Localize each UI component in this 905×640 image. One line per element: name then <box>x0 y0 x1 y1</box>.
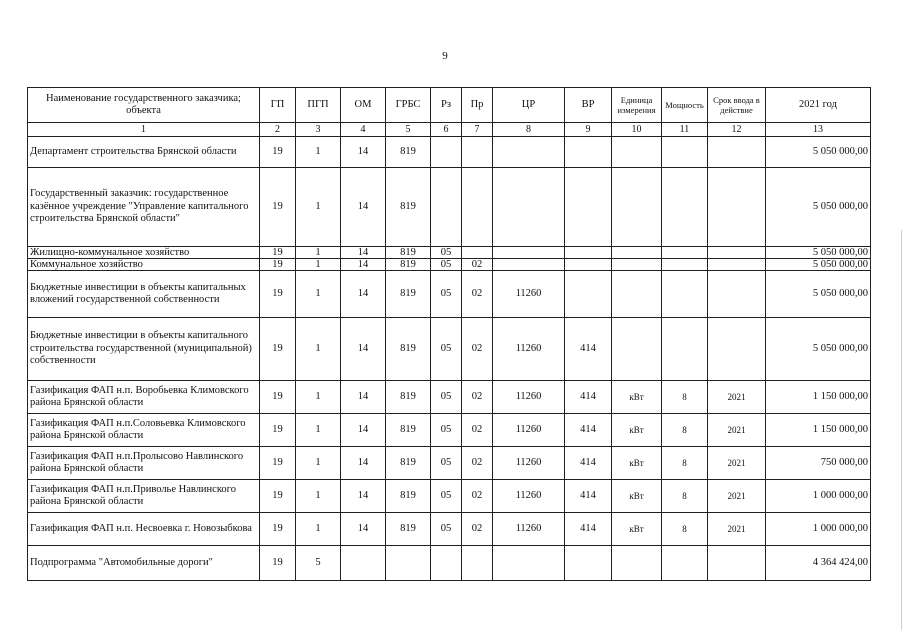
cr-cell: 11260 <box>493 318 565 381</box>
vr-cell: 414 <box>565 414 612 447</box>
object-name-cell: Бюджетные инвестиции в объекты капитального строительства государственной (муниципальной) собственности <box>28 318 260 381</box>
object-name-cell: Государственный заказчик: государственное казённое учреждение "Управление капитального строительства Брянской области" <box>28 168 260 247</box>
gp-cell: 19 <box>260 168 296 247</box>
column-number: 11 <box>662 123 708 137</box>
header-rz: Рз <box>431 88 462 123</box>
gp-cell: 19 <box>260 271 296 318</box>
ppgp-cell: 1 <box>296 271 341 318</box>
object-name-cell: Подпрограмма "Автомобильные дороги" <box>28 546 260 581</box>
pr-cell: 02 <box>462 381 493 414</box>
capacity-cell <box>662 247 708 259</box>
amount-cell: 5 050 000,00 <box>766 168 871 247</box>
gp-cell: 19 <box>260 259 296 271</box>
term-cell <box>708 318 766 381</box>
cr-cell: 11260 <box>493 381 565 414</box>
header-term: Срок ввода в действие <box>708 88 766 123</box>
cr-cell <box>493 259 565 271</box>
om-cell: 14 <box>341 271 386 318</box>
rz-cell: 05 <box>431 259 462 271</box>
unit-cell <box>612 259 662 271</box>
pr-cell: 02 <box>462 414 493 447</box>
column-number: 10 <box>612 123 662 137</box>
budget-table <box>27 87 871 581</box>
table-row <box>28 247 871 259</box>
table-row <box>28 168 871 247</box>
term-cell: 2021 <box>708 381 766 414</box>
vr-cell <box>565 247 612 259</box>
column-number: 8 <box>493 123 565 137</box>
grbs-cell: 819 <box>386 447 431 480</box>
cr-cell: 11260 <box>493 447 565 480</box>
gp-cell: 19 <box>260 480 296 513</box>
column-number: 13 <box>766 123 871 137</box>
header-grbs: ГРБС <box>386 88 431 123</box>
unit-cell: кВт <box>612 447 662 480</box>
pr-cell: 02 <box>462 271 493 318</box>
rz-cell: 05 <box>431 447 462 480</box>
ppgp-cell: 1 <box>296 318 341 381</box>
gp-cell: 19 <box>260 381 296 414</box>
object-name-cell: Департамент строительства Брянской области <box>28 137 260 168</box>
ppgp-cell: 1 <box>296 137 341 168</box>
pr-cell: 02 <box>462 318 493 381</box>
amount-cell: 1 000 000,00 <box>766 480 871 513</box>
term-cell <box>708 247 766 259</box>
grbs-cell: 819 <box>386 318 431 381</box>
pr-cell <box>462 247 493 259</box>
pr-cell: 02 <box>462 259 493 271</box>
ppgp-cell: 1 <box>296 414 341 447</box>
om-cell: 14 <box>341 447 386 480</box>
term-cell <box>708 271 766 318</box>
column-number: 5 <box>386 123 431 137</box>
grbs-cell: 819 <box>386 513 431 546</box>
term-cell: 2021 <box>708 513 766 546</box>
gp-cell: 19 <box>260 513 296 546</box>
term-cell <box>708 546 766 581</box>
om-cell: 14 <box>341 381 386 414</box>
ppgp-cell: 1 <box>296 513 341 546</box>
table-row <box>28 318 871 381</box>
capacity-cell <box>662 271 708 318</box>
column-number: 9 <box>565 123 612 137</box>
amount-cell: 1 150 000,00 <box>766 381 871 414</box>
capacity-cell <box>662 137 708 168</box>
om-cell: 14 <box>341 259 386 271</box>
column-number: 4 <box>341 123 386 137</box>
grbs-cell: 819 <box>386 480 431 513</box>
rz-cell <box>431 168 462 247</box>
vr-cell: 414 <box>565 513 612 546</box>
grbs-cell: 819 <box>386 414 431 447</box>
unit-cell <box>612 271 662 318</box>
amount-cell: 1 000 000,00 <box>766 513 871 546</box>
cr-cell <box>493 546 565 581</box>
unit-cell: кВт <box>612 414 662 447</box>
pr-cell: 02 <box>462 480 493 513</box>
object-name-cell: Бюджетные инвестиции в объекты капитальных вложений государственной собственности <box>28 271 260 318</box>
grbs-cell: 819 <box>386 271 431 318</box>
ppgp-cell: 1 <box>296 259 341 271</box>
rz-cell: 05 <box>431 271 462 318</box>
column-number: 2 <box>260 123 296 137</box>
amount-cell: 5 050 000,00 <box>766 271 871 318</box>
table-row <box>28 480 871 513</box>
amount-cell: 750 000,00 <box>766 447 871 480</box>
cr-cell <box>493 137 565 168</box>
om-cell: 14 <box>341 480 386 513</box>
ppgp-cell: 1 <box>296 447 341 480</box>
om-cell: 14 <box>341 168 386 247</box>
unit-cell <box>612 137 662 168</box>
gp-cell: 19 <box>260 137 296 168</box>
term-cell: 2021 <box>708 480 766 513</box>
header-pr: Пр <box>462 88 493 123</box>
column-number: 12 <box>708 123 766 137</box>
vr-cell <box>565 137 612 168</box>
unit-cell: кВт <box>612 480 662 513</box>
pr-cell <box>462 137 493 168</box>
gp-cell: 19 <box>260 318 296 381</box>
header-gp: ГП <box>260 88 296 123</box>
ppgp-cell: 1 <box>296 247 341 259</box>
capacity-cell: 8 <box>662 414 708 447</box>
cr-cell: 11260 <box>493 513 565 546</box>
cr-cell: 11260 <box>493 271 565 318</box>
grbs-cell: 819 <box>386 168 431 247</box>
amount-cell: 1 150 000,00 <box>766 414 871 447</box>
header-name: Наименование государственного заказчика; объекта <box>28 88 260 123</box>
rz-cell <box>431 546 462 581</box>
term-cell <box>708 137 766 168</box>
amount-cell: 5 050 000,00 <box>766 318 871 381</box>
vr-cell <box>565 271 612 318</box>
term-cell: 2021 <box>708 447 766 480</box>
term-cell: 2021 <box>708 414 766 447</box>
table-row <box>28 137 871 168</box>
om-cell: 14 <box>341 513 386 546</box>
unit-cell <box>612 318 662 381</box>
table-header-row <box>28 88 871 123</box>
rz-cell: 05 <box>431 414 462 447</box>
ppgp-cell: 5 <box>296 546 341 581</box>
om-cell: 14 <box>341 414 386 447</box>
object-name-cell: Жилищно-коммунальное хозяйство <box>28 247 260 259</box>
om-cell: 14 <box>341 247 386 259</box>
amount-cell: 5 050 000,00 <box>766 137 871 168</box>
pr-cell <box>462 168 493 247</box>
header-vr: ВР <box>565 88 612 123</box>
object-name-cell: Газификация ФАП н.п. Воробьевка Климовского района Брянской области <box>28 381 260 414</box>
object-name-cell: Газификация ФАП н.п.Соловьевка Климовского района Брянской области <box>28 414 260 447</box>
header-cr: ЦР <box>493 88 565 123</box>
capacity-cell <box>662 259 708 271</box>
table-row <box>28 259 871 271</box>
term-cell <box>708 259 766 271</box>
rz-cell: 05 <box>431 381 462 414</box>
om-cell: 14 <box>341 318 386 381</box>
capacity-cell <box>662 168 708 247</box>
grbs-cell: 819 <box>386 381 431 414</box>
unit-cell <box>612 546 662 581</box>
vr-cell: 414 <box>565 480 612 513</box>
vr-cell <box>565 168 612 247</box>
vr-cell <box>565 546 612 581</box>
unit-cell <box>612 168 662 247</box>
ppgp-cell: 1 <box>296 480 341 513</box>
vr-cell: 414 <box>565 447 612 480</box>
amount-cell: 5 050 000,00 <box>766 259 871 271</box>
rz-cell <box>431 137 462 168</box>
grbs-cell: 819 <box>386 247 431 259</box>
unit-cell: кВт <box>612 513 662 546</box>
gp-cell: 19 <box>260 546 296 581</box>
cr-cell <box>493 247 565 259</box>
gp-cell: 19 <box>260 414 296 447</box>
gp-cell: 19 <box>260 247 296 259</box>
grbs-cell <box>386 546 431 581</box>
vr-cell: 414 <box>565 381 612 414</box>
cr-cell <box>493 168 565 247</box>
rz-cell: 05 <box>431 513 462 546</box>
table-row <box>28 513 871 546</box>
column-number-row <box>28 123 871 137</box>
vr-cell: 414 <box>565 318 612 381</box>
om-cell <box>341 546 386 581</box>
object-name-cell: Газификация ФАП н.п.Приволье Навлинского района Брянской области <box>28 480 260 513</box>
header-capacity: Мощность <box>662 88 708 123</box>
rz-cell: 05 <box>431 480 462 513</box>
column-number: 7 <box>462 123 493 137</box>
header-ppgp: ПГП <box>296 88 341 123</box>
om-cell: 14 <box>341 137 386 168</box>
pr-cell: 02 <box>462 513 493 546</box>
capacity-cell: 8 <box>662 480 708 513</box>
column-number: 3 <box>296 123 341 137</box>
object-name-cell: Газификация ФАП н.п.Пролысово Навлинского района Брянской области <box>28 447 260 480</box>
page-edge-line <box>901 230 903 630</box>
table-row <box>28 381 871 414</box>
vr-cell <box>565 259 612 271</box>
rz-cell: 05 <box>431 247 462 259</box>
table-row <box>28 447 871 480</box>
table-row <box>28 414 871 447</box>
grbs-cell: 819 <box>386 137 431 168</box>
page-number: 9 <box>442 50 448 62</box>
capacity-cell: 8 <box>662 447 708 480</box>
header-om: ОМ <box>341 88 386 123</box>
ppgp-cell: 1 <box>296 168 341 247</box>
object-name-cell: Газификация ФАП н.п. Несвоевка г. Новозыбкова <box>28 513 260 546</box>
capacity-cell: 8 <box>662 513 708 546</box>
gp-cell: 19 <box>260 447 296 480</box>
column-number: 6 <box>431 123 462 137</box>
ppgp-cell: 1 <box>296 381 341 414</box>
amount-cell: 4 364 424,00 <box>766 546 871 581</box>
object-name-cell: Коммунальное хозяйство <box>28 259 260 271</box>
column-number: 1 <box>28 123 260 137</box>
capacity-cell <box>662 318 708 381</box>
grbs-cell: 819 <box>386 259 431 271</box>
rz-cell: 05 <box>431 318 462 381</box>
term-cell <box>708 168 766 247</box>
cr-cell: 11260 <box>493 414 565 447</box>
cr-cell: 11260 <box>493 480 565 513</box>
pr-cell <box>462 546 493 581</box>
unit-cell <box>612 247 662 259</box>
capacity-cell <box>662 546 708 581</box>
capacity-cell: 8 <box>662 381 708 414</box>
header-year: 2021 год <box>766 88 871 123</box>
pr-cell: 02 <box>462 447 493 480</box>
unit-cell: кВт <box>612 381 662 414</box>
table-row <box>28 546 871 581</box>
amount-cell: 5 050 000,00 <box>766 247 871 259</box>
table-row <box>28 271 871 318</box>
header-unit: Единица измерения <box>612 88 662 123</box>
